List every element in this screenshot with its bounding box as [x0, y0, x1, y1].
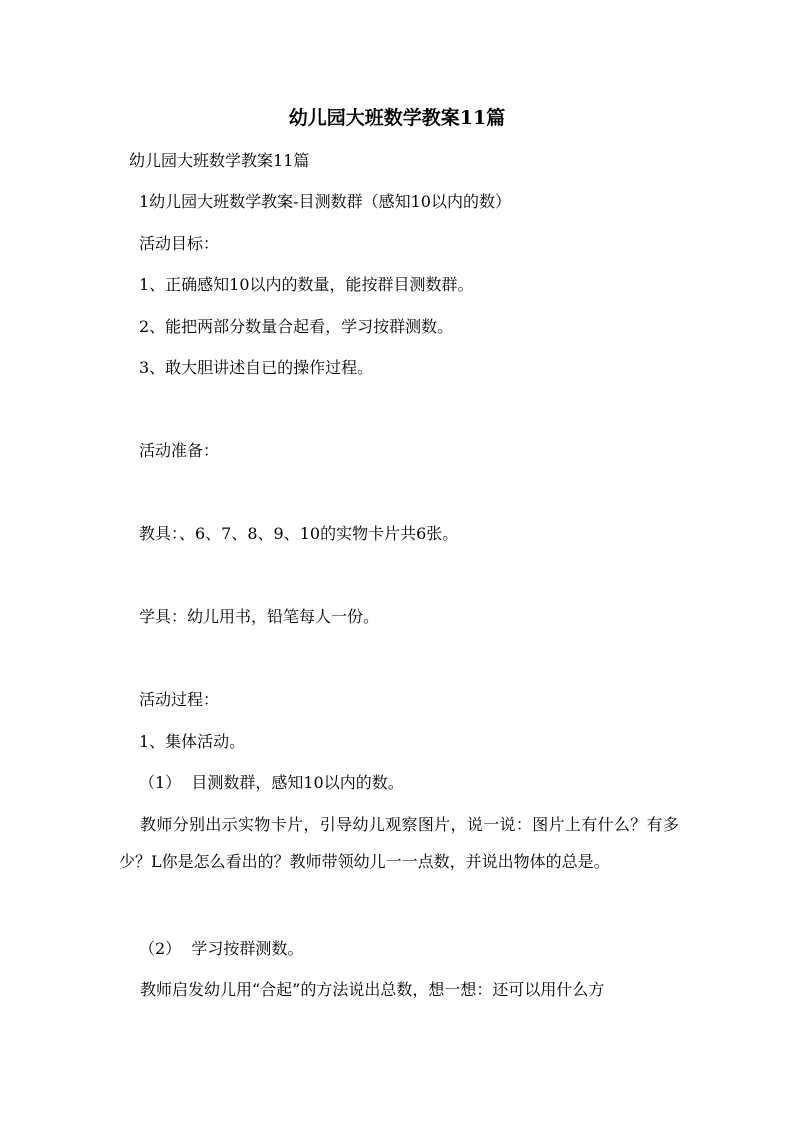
goal-item-3: 3、敢大胆讲述自已的操作过程。: [139, 358, 374, 377]
teacher-materials: 教具：、6、7、8、9、10的实物卡片共6张。: [139, 524, 459, 543]
prep-label: 活动准备：: [139, 441, 220, 460]
paragraph-1: 教师分别出示实物卡片，引导幼儿观察图片，说一说：图片上有什么？有多少？L你是怎么看出的？教师带领幼儿一一点数，并说出物体的总是。: [119, 815, 679, 871]
paragraph-2: 教师启发幼儿用“合起”的方法说出总数，想一想：还可以用什么方: [140, 980, 605, 999]
document-subtitle: 幼儿园大班数学教案11篇: [129, 151, 310, 170]
goals-label: 活动目标：: [139, 234, 220, 253]
step-1: 1、集体活动。: [139, 732, 246, 751]
sub-step-1: （1） 目测数群，感知10以内的数。: [139, 773, 404, 792]
section-heading: 1幼儿园大班数学教案-目测数群（感知10以内的数）: [139, 192, 511, 211]
goal-item-1: 1、正确感知10以内的数量，能按群目测数群。: [139, 275, 474, 294]
goal-item-2: 2、能把两部分数量合起看，学习按群测数。: [139, 317, 454, 336]
document-title: 幼儿园大班数学教案11篇: [288, 107, 506, 129]
process-label: 活动过程：: [139, 690, 220, 709]
student-materials: 学具：幼儿用书，铅笔每人一份。: [139, 607, 380, 626]
sub-step-2: （2） 学习按群测数。: [139, 939, 304, 958]
